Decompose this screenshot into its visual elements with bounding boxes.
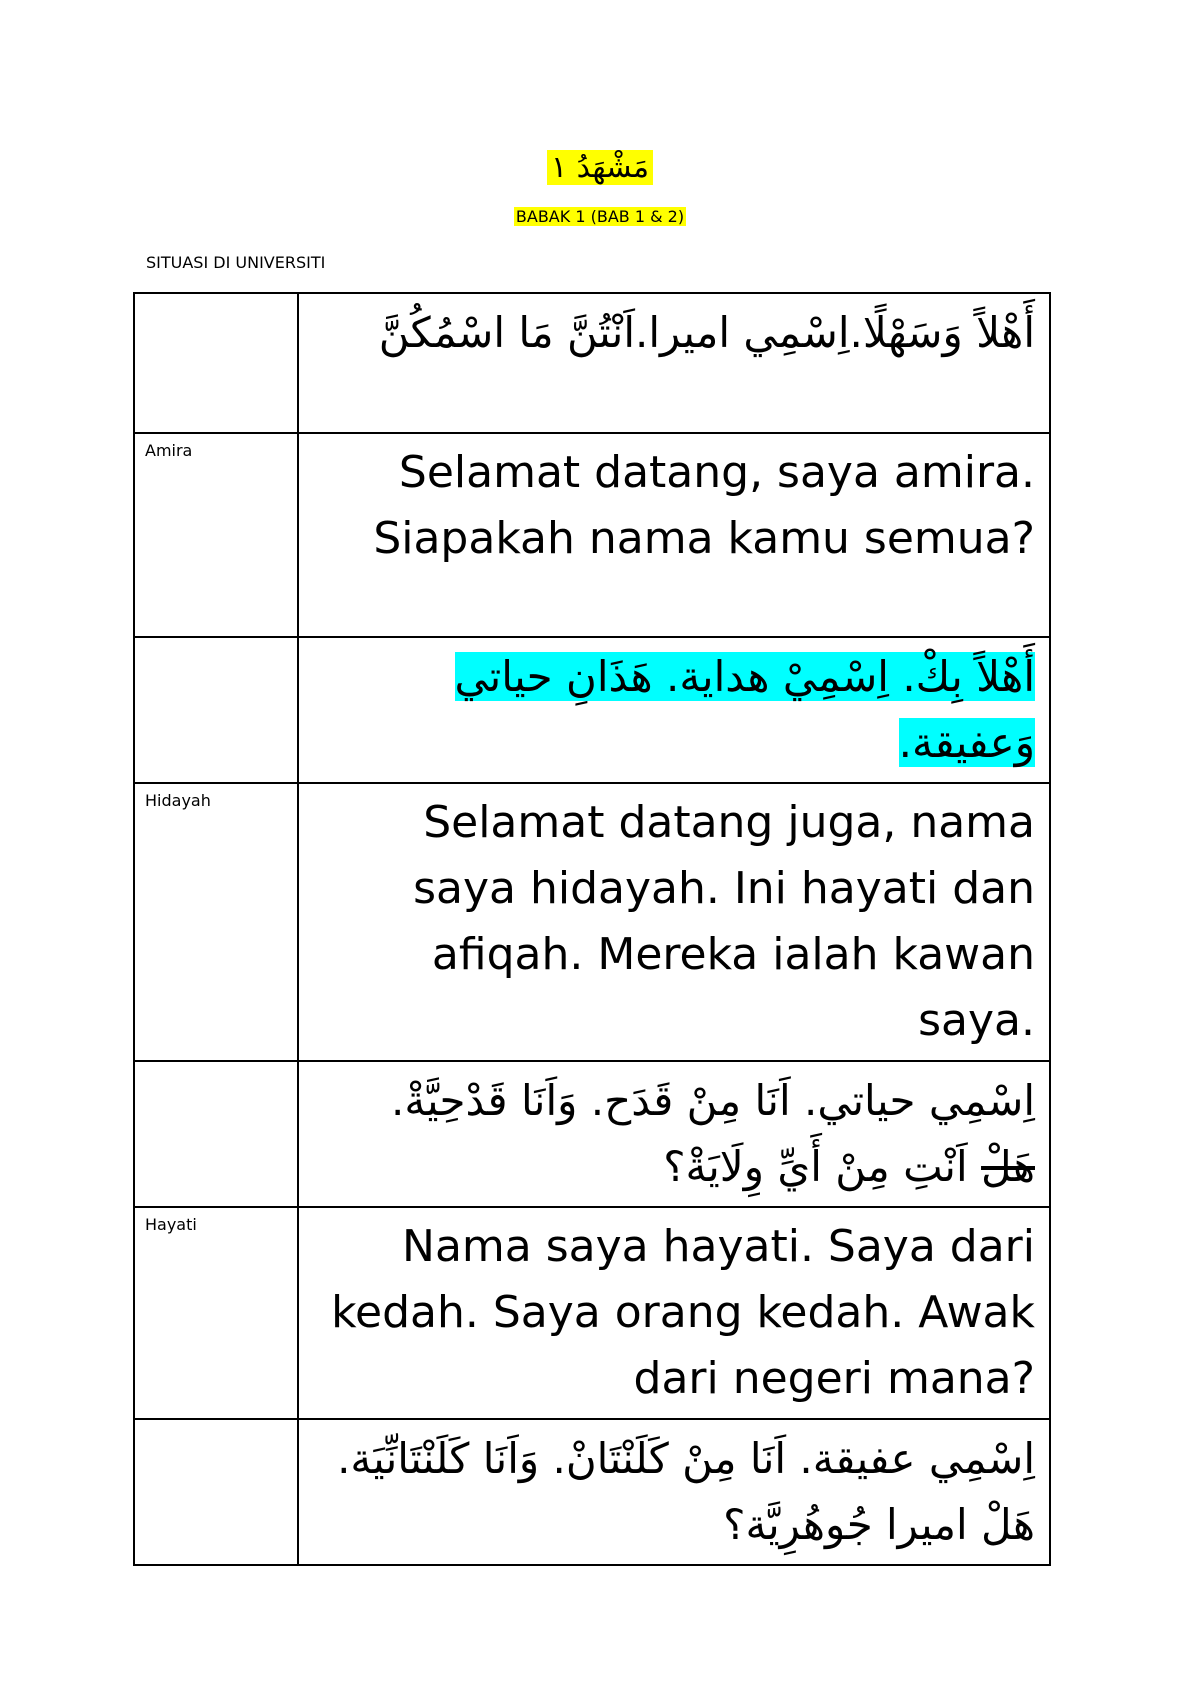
table-row — [134, 783, 1050, 1061]
scene-title — [0, 148, 1200, 188]
speaker-cell: Amira — [134, 433, 298, 637]
arabic-text-wrap — [329, 644, 1035, 776]
table-row — [134, 433, 1050, 637]
arabic-text: اِسْمِي عفيقة. اَنَا مِنْ كَلَنْتَانْ. وَاَنَا كَلَنْتَانِّيَة. هَلْ اميرا جُوهُرِيَّة؟ — [337, 1434, 1035, 1549]
speaker-cell: Hayati — [134, 1207, 298, 1419]
dialog-line-arabic — [298, 1061, 1050, 1207]
speaker-cell — [134, 293, 298, 433]
arabic-text-wrap — [329, 1068, 1035, 1200]
scene-subtitle-text: BABAK 1 (BAB 1 & 2) — [515, 207, 685, 226]
dialog-line-malay: Selamat datang, saya amira. Siapakah nama kamu semua? — [298, 433, 1050, 637]
table-row — [134, 293, 1050, 433]
arabic-text-part: اِسْمِي حياتي. اَنَا مِنْ قَدَح. وَاَنَا قَدْحِيَّةْ. — [390, 1076, 1035, 1125]
table-row — [134, 637, 1050, 783]
struck-arabic-word: هَلْ — [981, 1142, 1035, 1191]
dialog-line-arabic — [298, 1419, 1050, 1565]
arabic-text-part: اَنْتِ مِنْ أَيِّ وِلَايَةْ؟ — [663, 1142, 968, 1191]
speaker-cell — [134, 637, 298, 783]
dialog-line-arabic — [298, 293, 1050, 433]
speaker-cell: Hidayah — [134, 783, 298, 1061]
dialog-line-malay: Selamat datang juga, nama saya hidayah. Ini hayati dan afiqah. Mereka ialah kawan saya. — [298, 783, 1050, 1061]
speaker-cell — [134, 1061, 298, 1207]
situation-label: SITUASI DI UNIVERSITI — [146, 253, 326, 272]
dialog-line-arabic — [298, 637, 1050, 783]
table-row — [134, 1207, 1050, 1419]
table-row — [134, 1419, 1050, 1565]
arabic-text: أَهْلاً وَسَهْلًا.اِسْمِي اميرا.اَنْتُنَّ مَا اسْمُكُنَّ — [378, 308, 1035, 357]
table-row — [134, 1061, 1050, 1207]
scene-title-text: مَشْهَدُ ١ — [547, 150, 653, 185]
dialog-line-malay: Nama saya hayati. Saya dari kedah. Saya orang kedah. Awak dari negeri mana? — [298, 1207, 1050, 1419]
speaker-cell — [134, 1419, 298, 1565]
dialog-table — [133, 292, 1051, 1566]
scene-subtitle — [0, 206, 1200, 228]
highlighted-arabic-text: أَهْلاً بِكْ. اِسْمِيْ هداية. هَذَانِ حياتي وَعفيقة. — [454, 652, 1035, 767]
